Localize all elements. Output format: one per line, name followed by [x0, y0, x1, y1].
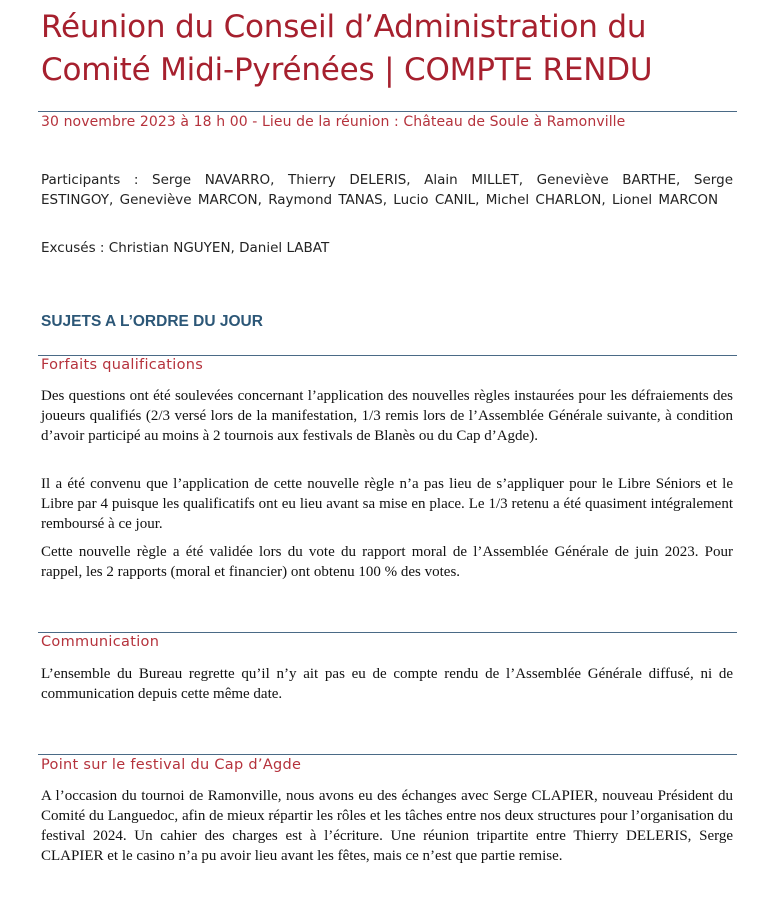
title-line-1: Réunion du Conseil d’Administration du [41, 9, 647, 45]
section-title-communication: Communication [41, 634, 160, 650]
title-divider [38, 111, 737, 112]
participants-list: Participants : Serge NAVARRO, Thierry DELERIS, Alain MILLET, Geneviève BARTHE, Serge ESTINGOY, Geneviève MARCON, Raymond TANAS, Lucio CANIL, Michel CHARLON, Lionel MARCON [41, 172, 733, 208]
section-paragraph: L’ensemble du Bureau regrette qu’il n’y ait pas eu de compte rendu de l’Assemblée Générale diffusé, ni de communication depuis cette même date. [41, 666, 733, 702]
section-paragraph: Cette nouvelle règle a été validée lors du vote du rapport moral de l’Assemblée Générale de juin 2023. Pour rappel, les 2 rapports (moral et financier) ont obtenu 100 % des votes. [41, 544, 733, 580]
section-title-cap-agde: Point sur le festival du Cap d’Agde [41, 757, 302, 773]
agenda-heading: SUJETS A L’ORDRE DU JOUR [41, 313, 263, 330]
section-paragraph: Il a été convenu que l’application de cette nouvelle règle n’a pas lieu de s’appliquer pour le Libre Séniors et le Libre par 4 puisque les qualificatifs ont eu lieu avant sa mise en place. Le 1/3 retenu a été quasiment intégralement remboursé à ce jour. [41, 476, 733, 532]
section-divider [38, 754, 737, 755]
excused-list: Excusés : Christian NGUYEN, Daniel LABAT [41, 240, 330, 256]
section-paragraph: Des questions ont été soulevées concernant l’application des nouvelles règles instaurées pour les défraiements des joueurs qualifiés (2/3 versé lors de la manifestation, 1/3 remis lors de l’Assemblée Générale suivante, à condition d’avoir participé au moins à 2 tournois aux festivals de Blanès ou du Cap d’Agde). [41, 388, 733, 444]
section-paragraph: A l’occasion du tournoi de Ramonville, nous avons eu des échanges avec Serge CLAPIER, nouveau Président du Comité du Languedoc, afin de mieux répartir les rôles et les tâches entre nos deux structures pour l’organisation du festival 2024. Un cahier des charges est à l’écriture. Une réunion tripartite entre Thierry DELERIS, Serge CLAPIER et le casino n’a pu avoir lieu avant les fêtes, mais ce n’est que partie remise. [41, 788, 733, 864]
section-title-forfaits: Forfaits qualifications [41, 357, 204, 373]
section-divider [38, 632, 737, 633]
title-line-2: Comité Midi-Pyrénées | COMPTE RENDU [41, 52, 653, 88]
meeting-date-location: 30 novembre 2023 à 18 h 00 - Lieu de la réunion : Château de Soule à Ramonville [41, 114, 626, 130]
document-title [41, 6, 761, 92]
section-divider [38, 355, 737, 356]
